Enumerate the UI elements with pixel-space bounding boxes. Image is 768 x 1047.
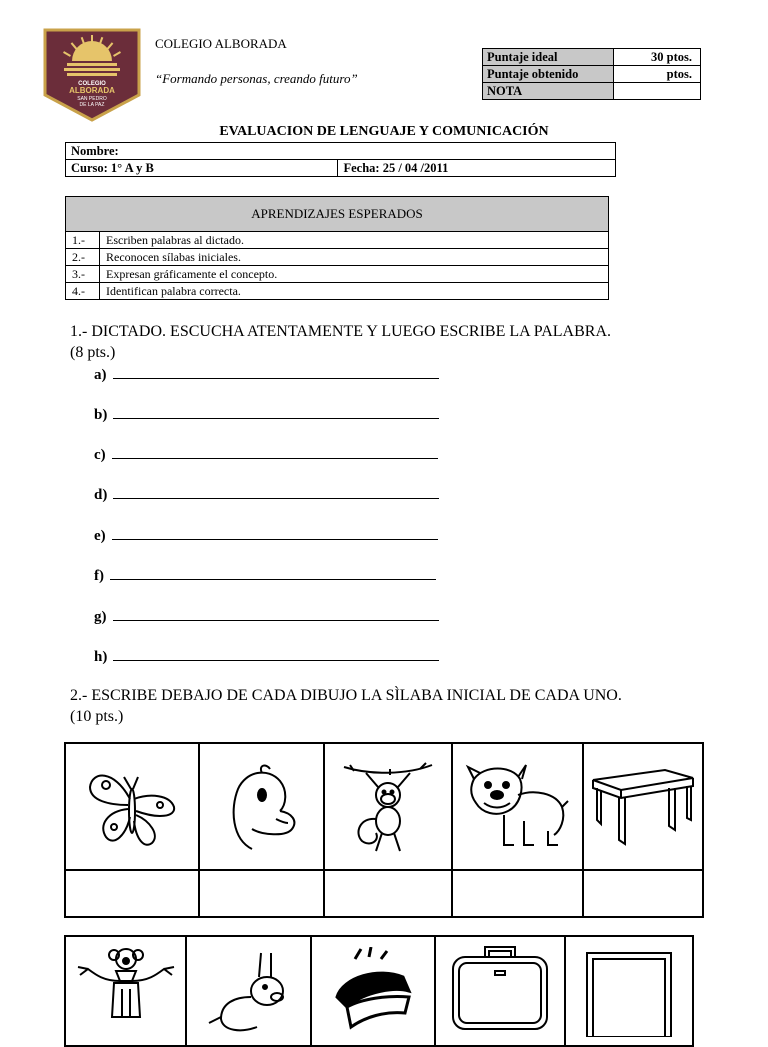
answer-line[interactable] [113, 484, 439, 499]
picture-table-2 [64, 935, 694, 1047]
outcome-text: Expresan gráficamente el concepto. [100, 266, 609, 283]
score-table [482, 48, 701, 100]
answer-cell[interactable] [199, 870, 324, 917]
butterfly-icon [84, 759, 180, 855]
dictation-line[interactable] [94, 404, 439, 424]
answer-line[interactable] [112, 444, 438, 459]
picture-cell [452, 743, 583, 870]
learning-outcome-row [66, 232, 609, 249]
score-label: NOTA [483, 83, 614, 100]
score-label: Puntaje obtenido [483, 66, 614, 83]
score-value[interactable]: ptos. [614, 66, 701, 83]
answer-cell[interactable] [583, 870, 703, 917]
outcome-number: 2.- [66, 249, 100, 266]
answer-line[interactable] [112, 525, 438, 540]
dictation-line[interactable] [94, 444, 438, 464]
svg-text:SAN PEDRO: SAN PEDRO [77, 96, 107, 102]
picture-cell [186, 936, 311, 1046]
learning-outcomes-heading: APRENDIZAJES ESPERADOS [66, 197, 609, 232]
question-1-points: (8 pts.) [70, 344, 116, 361]
bulldog-icon [464, 759, 572, 855]
question-2-points: (10 pts.) [70, 708, 124, 725]
dictation-line[interactable] [94, 525, 438, 545]
answer-cell[interactable] [65, 870, 199, 917]
learning-outcome-row [66, 249, 609, 266]
dictation-letter: c) [94, 447, 106, 463]
svg-text:DE LA PAZ: DE LA PAZ [79, 102, 105, 108]
dictation-line[interactable] [94, 565, 436, 585]
clown-icon [74, 945, 178, 1031]
dictation-line[interactable] [94, 484, 439, 504]
dictation-line[interactable] [94, 606, 439, 626]
score-label: Puntaje ideal [483, 49, 614, 66]
dictation-letter: h) [94, 649, 108, 665]
dictation-letter: d) [94, 487, 108, 503]
answer-line[interactable] [113, 364, 439, 379]
answer-line[interactable] [113, 606, 439, 621]
answer-cell[interactable] [324, 870, 452, 917]
score-row-obtained [483, 66, 701, 83]
picture-cell [65, 936, 186, 1046]
dictation-line[interactable] [94, 364, 439, 384]
answer-line[interactable] [113, 646, 439, 661]
picture-cell [583, 743, 703, 870]
score-value[interactable] [614, 83, 701, 100]
dictation-letter: a) [94, 367, 107, 383]
dictation-letter: g) [94, 609, 107, 625]
answer-line[interactable] [110, 565, 436, 580]
picture-cell [324, 743, 452, 870]
question-2-text: 2.- ESCRIBE DEBAJO DE CADA DIBUJO LA SÌLABA INICIAL DE CADA UNO. [70, 687, 622, 704]
learning-outcome-row [66, 283, 609, 300]
donkey-icon [201, 947, 297, 1033]
school-logo [42, 27, 142, 122]
monkey-icon [340, 757, 436, 857]
learning-outcome-row [66, 266, 609, 283]
dictation-letter: e) [94, 528, 106, 544]
date-field: Fecha: 25 / 04 /2011 [338, 160, 616, 177]
duck-icon [222, 759, 302, 855]
picture-table-1 [64, 742, 704, 918]
dictation-letter: b) [94, 407, 108, 423]
question-1-text: 1.- DICTADO. ESCUCHA ATENTAMENTE Y LUEGO ESCRIBE LA PALABRA. [70, 323, 612, 340]
outcome-number: 3.- [66, 266, 100, 283]
svg-text:COLEGIO: COLEGIO [78, 81, 106, 87]
picture-cell [565, 936, 693, 1046]
score-row-grade [483, 83, 701, 100]
table-icon [589, 764, 697, 850]
outcome-text: Reconocen sílabas iniciales. [100, 249, 609, 266]
school-name: COLEGIO ALBORADA [155, 36, 287, 51]
school-motto: “Formando personas, creando futuro” [155, 71, 358, 86]
answer-line[interactable] [113, 404, 439, 419]
outcome-number: 1.- [66, 232, 100, 249]
dictation-letter: f) [94, 568, 104, 584]
suitcase-icon [445, 941, 555, 1031]
score-value[interactable]: 30 ptos. [614, 49, 701, 66]
picture-cell [311, 936, 435, 1046]
student-name-field[interactable]: Nombre: [66, 143, 616, 160]
outcome-number: 4.- [66, 283, 100, 300]
outcome-text: Identifican palabra correcta. [100, 283, 609, 300]
picture-cell [65, 743, 199, 870]
cap-icon [325, 947, 421, 1033]
picture-cell [435, 936, 565, 1046]
question-1 [70, 321, 730, 363]
picture-cell [199, 743, 324, 870]
learning-outcomes-table [65, 196, 609, 300]
student-info-table [65, 142, 616, 177]
outcome-text: Escriben palabras al dictado. [100, 232, 609, 249]
answer-cell[interactable] [452, 870, 583, 917]
course-field: Curso: 1° A y B [66, 160, 338, 177]
svg-text:ALBORADA: ALBORADA [69, 86, 115, 95]
score-row-ideal [483, 49, 701, 66]
exam-title: EVALUACION DE LENGUAJE Y COMUNICACIÓN [219, 124, 549, 139]
dictation-line[interactable] [94, 646, 439, 666]
question-2 [70, 685, 760, 727]
